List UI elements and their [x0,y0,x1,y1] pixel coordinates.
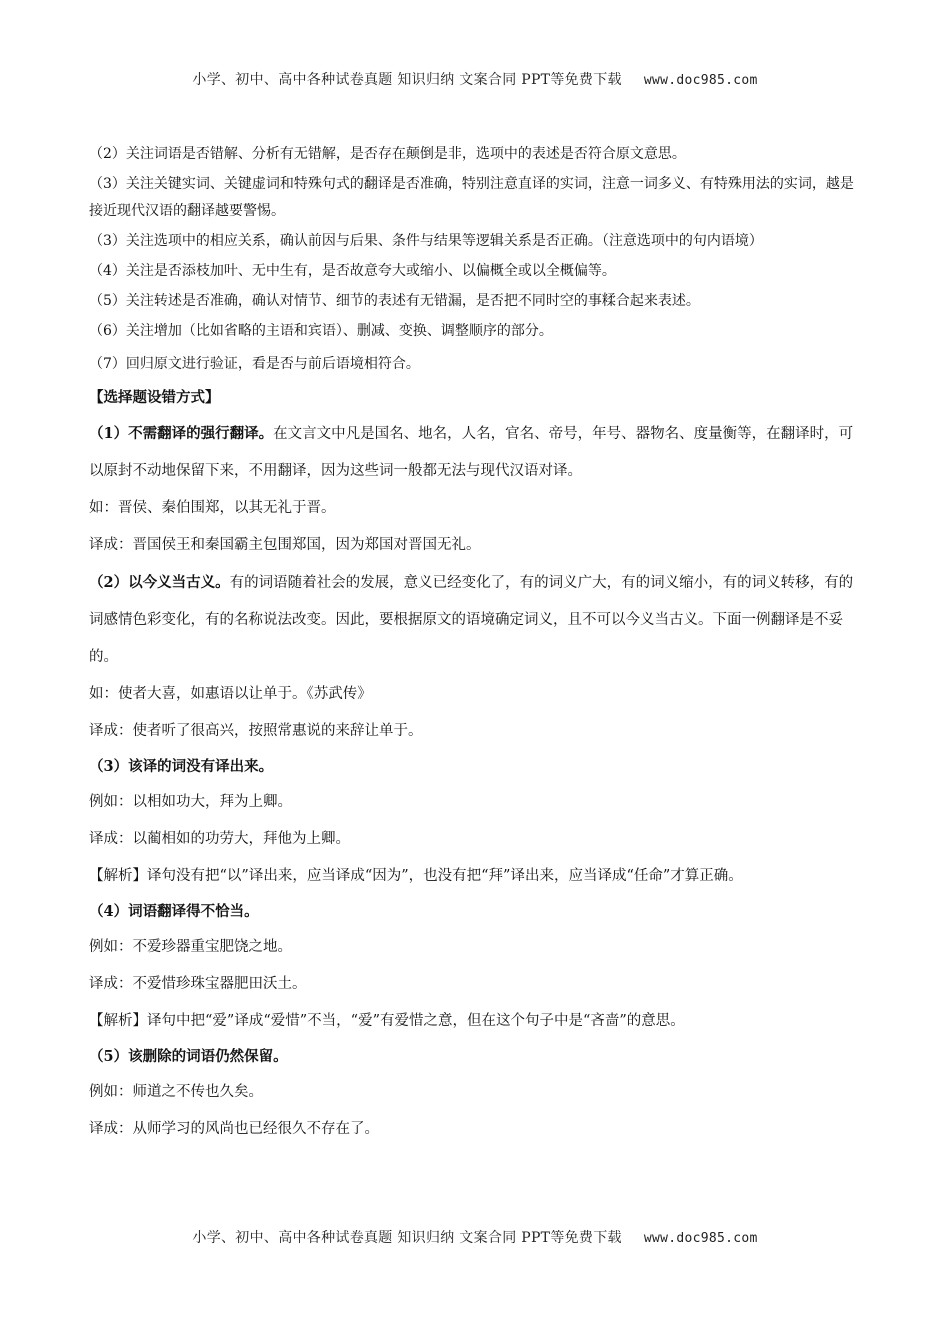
point-item: （7）回归原文进行验证，看是否与前后语境相符合。 [89,356,420,372]
item-1-desc: 在文言文中凡是国名、地名，人名，官名、帝号，年号、器物名、度量衡等，在翻译时，可以原封不动地保留下来，不用翻译，因为这些词一般都无法与现代汉语对译。 [89,426,854,479]
error-types-section [89,381,864,1148]
item-3-title: （3）该译的词没有译出来。 [89,758,274,775]
document-body [89,141,864,1148]
item-1-translation: 译成：晋国侯王和秦国霸主包围郑国，因为郑国对晋国无礼。 [89,537,481,553]
point-item: （6）关注增加（比如省略的主语和宾语）、删减、变换、调整顺序的部分。 [89,323,553,339]
footer-text: 小学、初中、高中各种试卷真题 知识归纳 文案合同 PPT等免费下载 [192,1230,622,1246]
point-item: （3）关注选项中的相应关系，确认前因与后果、条件与结果等逻辑关系是否正确。（注意选项中的句内语境） [89,233,763,249]
item-2-title: （2）以今义当古义。 [89,574,230,591]
point-item: （3）关注关键实词、关键虚词和特殊句式的翻译是否准确，特别注意直译的实词，注意一词多义、有特殊用法的实词，越是接近现代汉语的翻译越要警惕。 [89,176,854,219]
page-footer [0,1227,950,1247]
item-1-example: 如：晋侯、秦伯围郑，以其无礼于晋。 [89,500,336,516]
item-4-title: （4）词语翻译得不恰当。 [89,903,259,920]
point-item: （5）关注转述是否准确，确认对情节、细节的表述有无错漏，是否把不同时空的事糅合起来表述。 [89,293,700,309]
item-2-translation: 译成：使者听了很高兴，按照常惠说的来辞让单于。 [89,723,423,739]
item-3-translation: 译成：以蔺相如的功劳大，拜他为上卿。 [89,831,350,847]
item-5-title: （5）该删除的词语仍然保留。 [89,1048,288,1065]
item-4-analysis: 【解析】译句中把“爱”译成“爱惜”不当，“爱”有爱惜之意，但在这个句子中是“吝啬”的意思。 [89,1013,685,1029]
footer-site-url: www.doc985.com [643,1231,758,1246]
point-item: （4）关注是否添枝加叶、无中生有，是否故意夸大或缩小、以偏概全或以全概偏等。 [89,263,616,279]
point-item: （2）关注词语是否错解、分析有无错解，是否存在颠倒是非，选项中的表述是否符合原文意思。 [89,146,686,162]
item-2-paragraph [89,564,864,676]
item-4-translation: 译成：不爱惜珍珠宝器肥田沃土。 [89,976,307,992]
item-4-example: 例如：不爱珍器重宝肥饶之地。 [89,939,292,955]
item-2-example: 如：使者大喜，如惠语以让单于。《苏武传》 [89,686,372,702]
page-header [0,69,950,89]
item-3-example: 例如：以相如功大，拜为上卿。 [89,794,292,810]
item-1-paragraph [89,415,864,490]
item-3-analysis: 【解析】译句没有把“以”译出来，应当译成“因为”，也没有把“拜”译出来，应当译成“任命”才算正确。 [89,868,743,884]
item-2-desc: 有的词语随着社会的发展，意义已经变化了，有的词义广大，有的词义缩小，有的词义转移，有的词感情色彩变化，有的名称说法改变。因此，要根据原文的语境确定词义，且不可以今义当古义。下面一例翻译是不妥的。 [89,575,854,665]
header-site-url: www.doc985.com [643,73,758,88]
item-1-title: （1）不需翻译的强行翻译。 [89,425,274,442]
header-text: 小学、初中、高中各种试卷真题 知识归纳 文案合同 PPT等免费下载 [192,72,622,88]
item-5-example: 例如：师道之不传也久矣。 [89,1084,263,1100]
points-list [89,141,864,378]
section-title: 【选择题设错方式】 [89,389,220,406]
item-5-translation: 译成：从师学习的风尚也已经很久不存在了。 [89,1121,379,1137]
